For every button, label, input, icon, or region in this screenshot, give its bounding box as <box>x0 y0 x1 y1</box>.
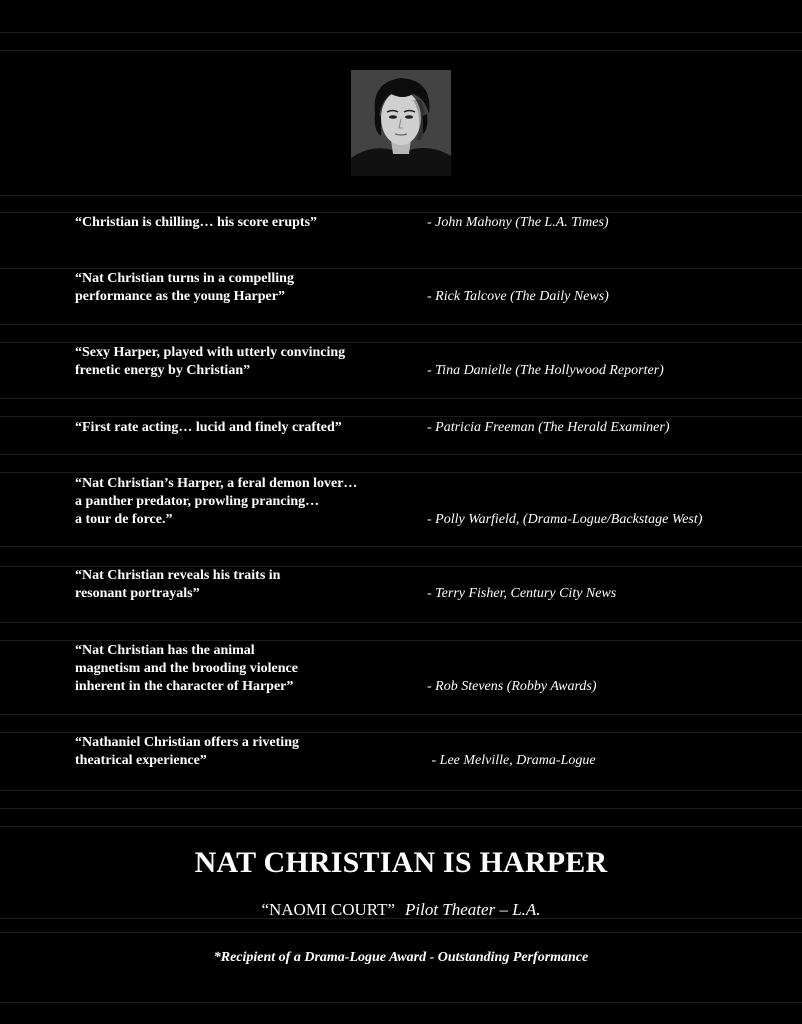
divider <box>0 472 802 473</box>
divider <box>0 1002 802 1003</box>
divider <box>0 195 802 196</box>
review-source: - John Mahony (The L.A. Times) <box>427 215 609 230</box>
divider <box>0 342 802 343</box>
divider <box>0 32 802 33</box>
review-source: - Rick Talcove (The Daily News) <box>427 289 609 304</box>
review-quote: “Nat Christian’s Harper, a feral demon lover… a panther predator, prowling prancing… a tour de force.” <box>75 476 358 527</box>
divider <box>0 324 802 325</box>
review-quote: “Nathaniel Christian offers a riveting theatrical experience” <box>75 735 299 768</box>
review-source: - Terry Fisher, Century City News <box>427 586 617 601</box>
divider <box>0 416 802 417</box>
production-line <box>0 899 802 921</box>
divider <box>0 790 802 791</box>
divider <box>0 454 802 455</box>
review-quote: “First rate acting… lucid and finely crafted” <box>75 420 342 435</box>
divider <box>0 546 802 547</box>
venue-name: Pilot Theater – L.A. <box>405 900 541 919</box>
page-title: NAT CHRISTIAN IS HARPER <box>194 846 608 879</box>
headshot-photo <box>351 70 451 176</box>
divider <box>0 50 802 51</box>
divider <box>0 212 802 213</box>
divider <box>0 714 802 715</box>
review-source: - Patricia Freeman (The Herald Examiner) <box>427 420 670 435</box>
divider <box>0 808 802 809</box>
review-quote: “Nat Christian turns in a compelling performance as the young Harper” <box>75 271 294 304</box>
divider <box>0 622 802 623</box>
review-quote: “Christian is chilling… his score erupts” <box>75 215 318 230</box>
divider <box>0 268 802 269</box>
review-source: - Lee Melville, Drama-Logue <box>428 753 596 768</box>
divider <box>0 932 802 933</box>
review-quote: “Sexy Harper, played with utterly convincing frenetic energy by Christian” <box>75 345 346 378</box>
review-source: - Polly Warfield, (Drama-Logue/Backstage West) <box>427 512 703 527</box>
play-title: “NAOMI COURT” <box>261 900 395 919</box>
divider <box>0 398 802 399</box>
review-quote: “Nat Christian reveals his traits in resonant portrayals” <box>75 568 281 601</box>
review-source: - Rob Stevens (Robby Awards) <box>427 679 597 694</box>
divider <box>0 640 802 641</box>
divider <box>0 826 802 827</box>
review-quote: “Nat Christian has the animal magnetism and the brooding violence inherent in the character of Harper” <box>75 643 298 694</box>
review-source: - Tina Danielle (The Hollywood Reporter) <box>427 363 664 378</box>
award-note: *Recipient of a Drama-Logue Award - Outstanding Performance <box>213 950 589 965</box>
divider <box>0 732 802 733</box>
